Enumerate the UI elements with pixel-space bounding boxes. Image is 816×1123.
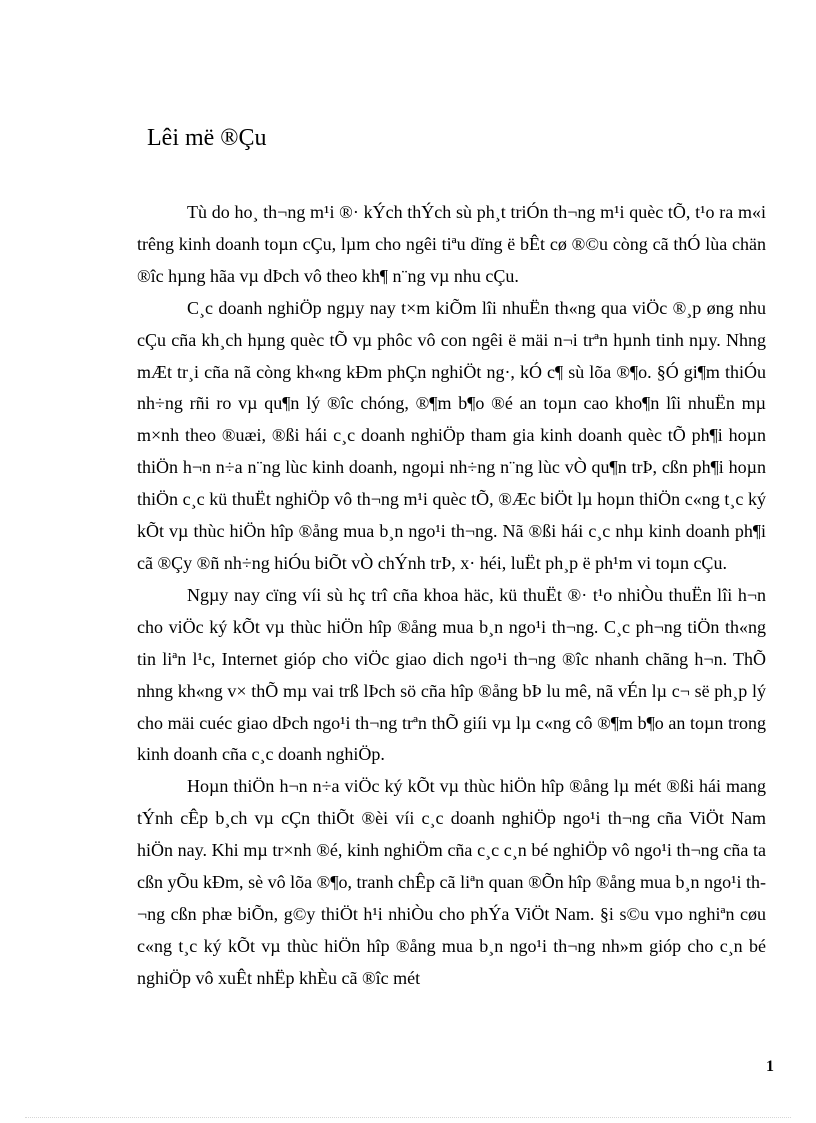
page-number: 1 (766, 1058, 774, 1075)
paragraph-1: Tù do ho¸ th¬ng m¹i ®· kÝch thÝch sù ph¸t triÓn th¬ng m¹i quèc tÕ, t¹o ra m«i trêng kinh doanh toµn cÇu, lµm cho ngêi tiªu dïng ë bÊt cø ®©u còng cã thÓ lùa chän ®îc hµng hãa vµ dÞch vô theo kh¶ n¨ng vµ nhu cÇu. (137, 202, 766, 286)
paragraph-3: Ngµy nay cïng víi sù hç trî cña khoa häc, kü thuËt ®· t¹o nhiÒu thuËn lîi h¬n cho viÖc ký kÕt vµ thùc hiÖn hîp ®ång mua b¸n ngo¹i th¬ng. C¸c ph¬ng tiÖn th«ng tin liªn l¹c, Internet gióp cho viÖc giao dich ngo¹i th¬ng ®îc nhanh chãng h¬n. ThÕ nhng kh«ng v× thÕ mµ vai trß lÞch sö cña hîp ®ång bÞ lu mê, nã vÉn lµ c¬ së ph¸p lý cho mäi cuéc giao dÞch ngo¹i th¬ng trªn thÕ giíi vµ lµ c«ng cô ®¶m b¶o an toµn trong kinh doanh cña c¸c doanh nghiÖp. (137, 584, 766, 765)
paragraph-2: C¸c doanh nghiÖp ngµy nay t×m kiÕm lîi nhuËn th«ng qua viÖc ®¸p øng nhu cÇu cña kh¸ch hµng quèc tÕ vµ phôc vô con ngêi ë mäi n¬i trªn hµnh tinh nµy. Nhng mÆt tr¸i cña nã còng kh«ng kÐm phÇn nghiÖt ng·, kÓ c¶ sù lõa ®¶o. §Ó gi¶m thiÓu nh÷ng rñi ro vµ qu¶n lý ®îc chóng, ®¶m b¶o ®é an toµn cao kho¶n lîi nhuËn mµ m×nh theo ®uæi, ®ßi hái c¸c doanh nghiÖp tham gia kinh doanh quèc tÕ ph¶i hoµn thiÖn h¬n n÷a n¨ng lùc kinh doanh, ngoµi nh÷ng n¨ng lùc vÒ qu¶n trÞ, cßn ph¶i hoµn thiÖn c¸c kü thuËt nghiÖp vô th¬ng m¹i quèc tÕ, ®Æc biÖt lµ hoµn thiÖn c«ng t¸c ký kÕt vµ thùc hiÖn hîp ®ång mua b¸n ngo¹i th¬ng. Nã ®ßi hái c¸c nhµ kinh doanh ph¶i cã ®Çy ®ñ nh÷ng hiÓu biÕt vÒ chÝnh trÞ, x· héi, luËt ph¸p ë ph¹m vi toµn cÇu. (137, 297, 766, 573)
page-bottom-divider (25, 1117, 791, 1118)
body-text (137, 197, 766, 995)
page-heading: Lêi më ®Çu (147, 125, 267, 151)
paragraph-4: Hoµn thiÖn h¬n n÷a viÖc ký kÕt vµ thùc hiÖn hîp ®ång lµ mét ®ßi hái mang tÝnh cÊp b¸ch vµ cÇn thiÕt ®èi víi c¸c doanh nghiÖp ngo¹i th¬ng cña ViÖt Nam hiÖn nay. Khi mµ tr×nh ®é, kinh nghiÖm cña c¸c c¸n bé nghiÖp vô ngo¹i th¬ng cña ta cßn yÕu kÐm, sè vô lõa ®¶o, tranh chÊp cã liªn quan ®Õn hîp ®ång mua b¸n ngo¹i th¬ng cßn phæ biÕn, g©y thiÖt h¹i nhiÒu cho phÝa ViÖt Nam. §i s©u vµo nghiªn cøu c«ng t¸c ký kÕt vµ thùc hiÖn hîp ®ång mua b¸n ngo¹i th¬ng nh»m gióp cho c¸n bé nghiÖp vô xuÊt nhËp khÈu cã ®îc mét (137, 776, 766, 988)
